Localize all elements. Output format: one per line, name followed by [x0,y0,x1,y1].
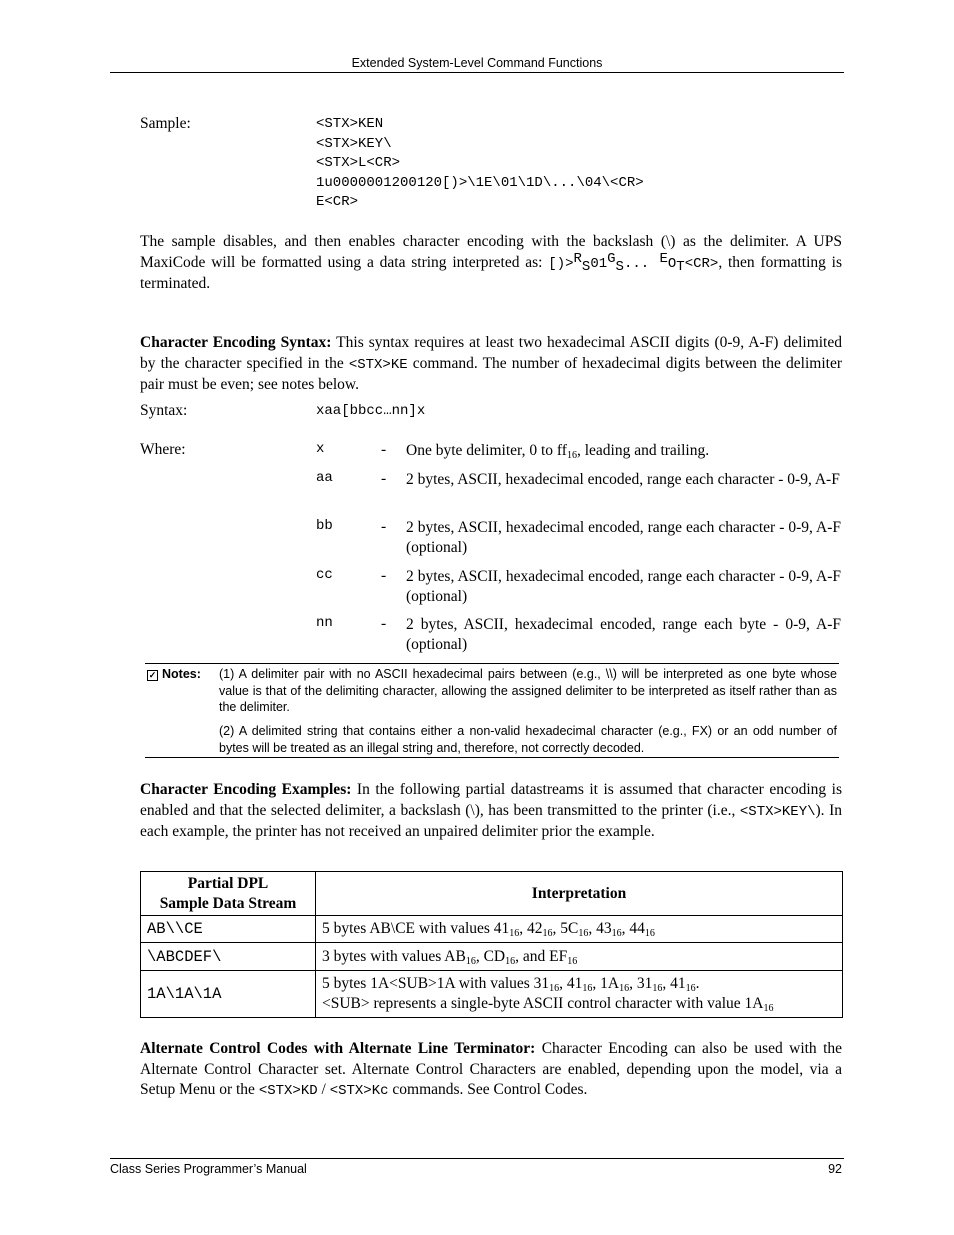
interp-text: , 31 [629,975,653,992]
interp-text: 5 bytes AB\CE with values 41 [322,920,510,937]
note-2: (2) A delimited string that contains either a non-valid hexadecimal character (e.g., FX) or an odd number of bytes will be treated as an illegal string and, therefore, not correctly decoded. [219,724,837,755]
subscript: 16 [644,928,655,939]
where-desc: 2 bytes, ASCII, hexadecimal encoded, range each byte - 0-9, A-F (optional) [406,616,841,653]
subscript: 16 [763,1003,774,1014]
interp-text: , 1A [592,975,620,992]
sample-line: E<CR> [316,194,359,210]
examples-text: ). In each example, the printer has not received an unpaired delimiter prior the example. [140,801,842,840]
where-dash: - [381,470,387,487]
where-desc-sub: 16 [566,450,577,461]
rs-superscript: R [573,250,582,267]
checkbox-icon: ✓ [148,670,157,680]
table-cell-interp [316,916,843,943]
code-span: <STX>KD [258,1083,318,1099]
code-span: ... [623,255,660,272]
interp-text: , 43 [588,920,612,937]
subscript: 16 [578,928,589,939]
syntax-label: Syntax: [140,402,188,419]
alternate-text: commands. See Control Codes. [388,1081,588,1098]
note-1: (1) A delimiter pair with no ASCII hexadecimal pairs between (e.g., \\) will be interpreted as one byte whose value is that of the delimiting character, allowing the assigned delimiter to be interpreted as itself rather than as the delimiter. [219,667,837,714]
subscript: 16 [685,983,696,994]
header-line: Sample Data Stream [159,894,297,912]
table-cell-interp [316,971,843,1018]
where-dash: - [381,615,387,632]
where-desc [406,441,841,461]
table-cell-stream: \ABCDEF\ [141,943,316,971]
gs-subscript: S [615,258,624,275]
interp-text: , 44 [621,920,645,937]
subscript: 16 [619,983,630,994]
syntax-value: xaa[bbcc…nn]x [316,403,426,419]
code-span: <STX>Kc [329,1083,389,1099]
sample-desc-text: , then formatting is terminated. [140,253,843,292]
where-dash: - [381,518,387,535]
footer-title: Class Series Programmer’s Manual [110,1162,307,1176]
table-header-row [141,872,843,916]
table-header-interpretation: Interpretation [316,872,843,916]
subscript: 16 [652,983,663,994]
table-cell-stream: AB\\CE [141,916,316,943]
where-desc: 2 bytes, ASCII, hexadecimal encoded, range each character - 0-9, A-F (optional) [406,568,841,605]
interp-text: 5 bytes 1A<SUB>1A with values 31 [322,975,550,992]
syntax-text: command. The number of hexadecimal digits between the delimiter pair must be even; see notes below. [140,354,843,393]
interp-text: , and EF [515,947,568,965]
sample-description [140,232,842,295]
interp-text: , CD [475,947,506,965]
syntax-heading: Character Encoding Syntax: [140,334,332,351]
examples-paragraph [140,780,842,843]
eot-mid: O [667,255,677,272]
sample-label: Sample: [140,115,191,132]
notes-heading [147,667,201,681]
code-span: <STX>KE [348,356,408,373]
code-span: <CR> [684,255,719,272]
where-desc: 2 bytes, ASCII, hexadecimal encoded, range each character - 0-9, A-F [406,471,840,488]
header-rule [110,72,844,73]
subscript: 16 [505,955,516,967]
table-header-stream [141,872,316,916]
page-number: 92 [828,1162,842,1176]
eot-superscript: E [659,250,668,267]
syntax-paragraph [140,333,842,396]
where-dash: - [381,441,387,458]
alternate-paragraph [140,1039,842,1102]
subscript: 16 [542,928,553,939]
where-desc: 2 bytes, ASCII, hexadecimal encoded, range each character - 0-9, A-F (optional) [406,519,841,556]
gs-superscript: G [607,250,616,267]
alternate-separator: / [317,1081,330,1098]
sample-code-block [316,115,644,213]
sample-line: 1u0000001200120[)>\1E\01\1D\...\04\<CR> [316,174,644,191]
header-line: Partial DPL [187,875,269,892]
alternate-text: Character Encoding can also be used with the Alternate Control Character set. Alternate Control Characters are enabled, depending upon the model, via a Setup Menu or the [140,1040,842,1098]
notes-box [145,663,839,758]
where-desc-text: One byte delimiter, 0 to ff [406,442,567,459]
examples-text: In the following partial datastreams it is assumed that character encoding is enabled and that the selected delimiter, a backslash (\), has been transmitted to the printer (i.e., [140,781,842,819]
where-term: bb [316,518,333,534]
interp-text: , 41 [662,975,686,992]
subscript: 16 [509,928,520,939]
where-term: nn [316,615,333,631]
table-row [141,943,843,971]
notes-label: Notes: [162,667,201,681]
subscript: 16 [465,955,476,967]
table-cell-interp [316,943,843,971]
code-span: [)> [548,255,574,272]
examples-table [140,871,843,1018]
where-label: Where: [140,441,186,458]
interp-text: <SUB> represents a single-byte ASCII control character with value 1A [322,995,764,1012]
subscript: 16 [549,983,560,994]
subscript: 16 [567,955,578,967]
alternate-heading: Alternate Control Codes with Alternate Line Terminator: [140,1040,536,1057]
subscript: 16 [611,928,622,939]
where-dash: - [381,567,387,584]
code-span: <STX>KEY\ [739,803,816,820]
running-header: Extended System-Level Command Functions [351,56,603,70]
where-term: cc [316,567,333,583]
rs-subscript: S [581,258,591,275]
sample-line: <STX>L<CR> [316,155,401,171]
footer-rule [110,1158,844,1159]
sample-line: <STX>KEN [316,116,384,132]
table-cell-stream: 1A\1A\1A [141,971,316,1018]
interp-text: , 42 [519,920,543,937]
interp-text: . [695,975,700,992]
where-desc-text: , leading and trailing. [576,442,710,459]
sample-line: <STX>KEY\ [316,135,392,152]
table-row [141,971,843,1018]
subscript: 16 [582,983,593,994]
sample-desc-text: The sample disables, and then enables character encoding with the backslash (\) as the delimiter. A UPS MaxiCode will be formatted using a data string interpreted as: [140,233,842,271]
where-term: aa [316,470,333,486]
examples-heading: Character Encoding Examples: [140,781,352,798]
interp-text: 3 bytes with values AB [322,947,466,965]
table-row [141,916,843,943]
syntax-text: This syntax requires at least two hexadecimal ASCII digits (0-9, A-F) delimited by the character specified in the [140,334,842,372]
where-term: x [316,441,325,457]
interp-text: , 5C [552,920,579,937]
eot-subscript: T [676,258,685,275]
code-span: 01 [590,255,608,272]
interp-text: , 41 [559,975,583,992]
